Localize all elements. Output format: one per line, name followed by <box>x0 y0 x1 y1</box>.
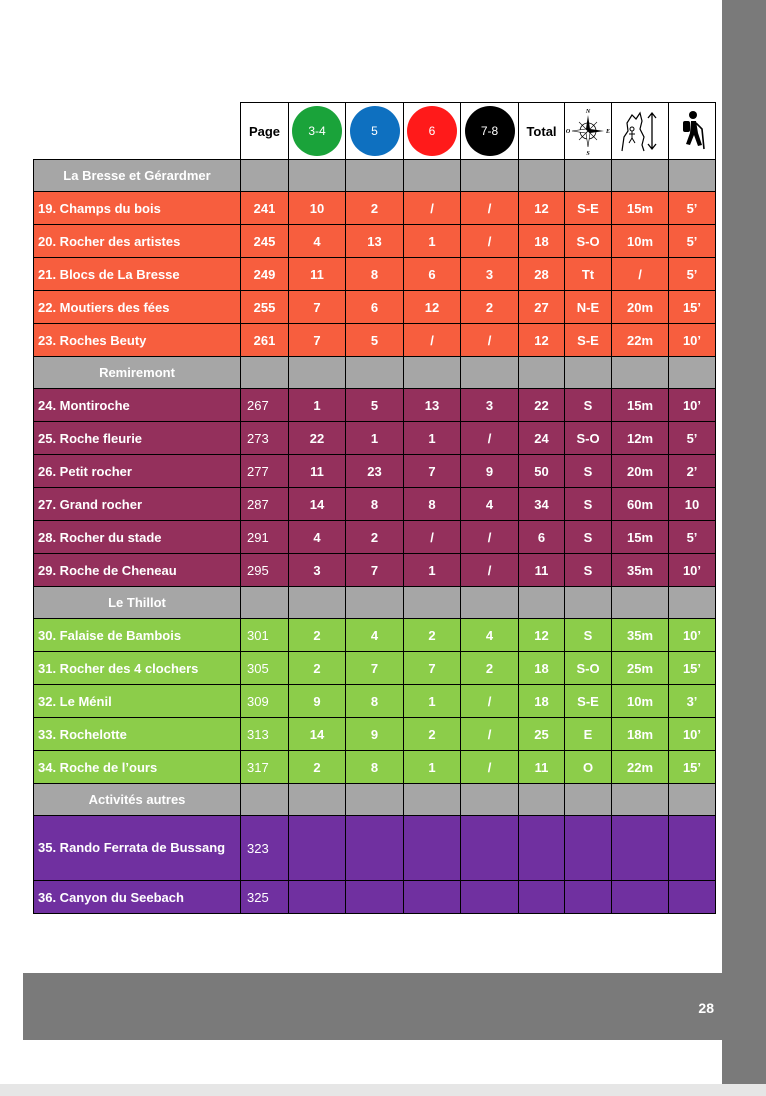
section-empty-cell <box>241 160 289 192</box>
total-count: 22 <box>519 389 565 422</box>
section-empty-cell <box>519 160 565 192</box>
approach-time: 3’ <box>669 685 716 718</box>
section-empty-cell <box>346 160 404 192</box>
grade-7-8-count: / <box>461 324 519 357</box>
grade-3-4-count: 22 <box>289 422 346 455</box>
grade-6-count: 7 <box>404 455 461 488</box>
grade-5-count: 8 <box>346 751 404 784</box>
grade-disc-5: 5 <box>350 106 400 156</box>
approach-time: 10’ <box>669 554 716 587</box>
page: 301 <box>241 619 289 652</box>
grade-7-8-count: 3 <box>461 389 519 422</box>
orientation: S <box>565 521 612 554</box>
height: 18m <box>612 718 669 751</box>
header-grade-6 <box>404 103 461 160</box>
grade-7-8-count: 9 <box>461 455 519 488</box>
site-name: 35. Rando Ferrata de Bussang <box>34 816 241 881</box>
grade-3-4-count: 7 <box>289 324 346 357</box>
page: 295 <box>241 554 289 587</box>
table-row <box>34 225 716 258</box>
approach-time: 15’ <box>669 291 716 324</box>
height: 35m <box>612 619 669 652</box>
cliff-height-icon <box>618 107 662 155</box>
height: 35m <box>612 554 669 587</box>
grade-6-count: 2 <box>404 718 461 751</box>
grade-5-count: 8 <box>346 488 404 521</box>
grade-6-count: / <box>404 324 461 357</box>
page: 305 <box>241 652 289 685</box>
approach-time: 10’ <box>669 718 716 751</box>
section-empty-cell <box>346 357 404 389</box>
grade-7-8-count: 4 <box>461 619 519 652</box>
table-row <box>34 291 716 324</box>
grade-3-4-count: 14 <box>289 718 346 751</box>
grade-7-8-count: / <box>461 225 519 258</box>
grade-3-4-count: 1 <box>289 389 346 422</box>
total-count: 18 <box>519 685 565 718</box>
grade-6-count <box>404 816 461 881</box>
grade-3-4-count <box>289 816 346 881</box>
page: 317 <box>241 751 289 784</box>
approach-time: 2’ <box>669 455 716 488</box>
height: 15m <box>612 192 669 225</box>
right-margin-bar <box>722 0 766 1084</box>
grade-7-8-count: / <box>461 554 519 587</box>
site-name: 23. Roches Beuty <box>34 324 241 357</box>
grade-3-4-count: 4 <box>289 521 346 554</box>
grade-5-count: 2 <box>346 521 404 554</box>
section-empty-cell <box>565 784 612 816</box>
grade-5-count: 13 <box>346 225 404 258</box>
page-number: 28 <box>698 1000 714 1016</box>
total-count: 24 <box>519 422 565 455</box>
total-count: 12 <box>519 324 565 357</box>
height: 15m <box>612 521 669 554</box>
site-name: 29. Roche de Cheneau <box>34 554 241 587</box>
table-row <box>34 324 716 357</box>
section-empty-cell <box>404 160 461 192</box>
header-grade-5 <box>346 103 404 160</box>
site-name: 36. Canyon du Seebach <box>34 881 241 914</box>
section-empty-cell <box>669 587 716 619</box>
site-name: 30. Falaise de Bambois <box>34 619 241 652</box>
section-empty-cell <box>565 587 612 619</box>
orientation: S-O <box>565 422 612 455</box>
table-row <box>34 816 716 881</box>
total-count: 6 <box>519 521 565 554</box>
bottom-strip <box>0 1084 766 1096</box>
grade-5-count: 9 <box>346 718 404 751</box>
approach-time: 5’ <box>669 422 716 455</box>
section-title: Activités autres <box>34 784 241 816</box>
grade-5-count <box>346 816 404 881</box>
height <box>612 881 669 914</box>
section-empty-cell <box>461 160 519 192</box>
grade-5-count <box>346 881 404 914</box>
height: 22m <box>612 324 669 357</box>
page: 241 <box>241 192 289 225</box>
grade-5-count: 4 <box>346 619 404 652</box>
total-count: 34 <box>519 488 565 521</box>
page: 325 <box>241 881 289 914</box>
section-empty-cell <box>519 587 565 619</box>
orientation: O <box>565 751 612 784</box>
grade-7-8-count: / <box>461 422 519 455</box>
header-approach <box>669 103 716 160</box>
section-header-row <box>34 160 716 192</box>
orientation: S <box>565 619 612 652</box>
section-empty-cell <box>461 784 519 816</box>
approach-time <box>669 816 716 881</box>
sites-table <box>33 102 716 914</box>
grade-5-count: 23 <box>346 455 404 488</box>
height: 10m <box>612 225 669 258</box>
header-grade-7-8 <box>461 103 519 160</box>
page: 245 <box>241 225 289 258</box>
approach-time: 5’ <box>669 192 716 225</box>
orientation: S-E <box>565 192 612 225</box>
orientation: S-E <box>565 685 612 718</box>
page: 261 <box>241 324 289 357</box>
grade-disc-6: 6 <box>407 106 457 156</box>
grade-3-4-count: 9 <box>289 685 346 718</box>
section-empty-cell <box>519 784 565 816</box>
orientation: N-E <box>565 291 612 324</box>
page: 277 <box>241 455 289 488</box>
compass-east-letter: E <box>605 129 610 135</box>
compass-icon <box>566 106 610 156</box>
table-row <box>34 881 716 914</box>
header-grade-3-4 <box>289 103 346 160</box>
approach-time: 15’ <box>669 751 716 784</box>
compass-north-letter: N <box>585 109 591 115</box>
section-empty-cell <box>404 357 461 389</box>
orientation <box>565 816 612 881</box>
section-empty-cell <box>612 784 669 816</box>
grade-3-4-count: 11 <box>289 455 346 488</box>
grade-3-4-count: 3 <box>289 554 346 587</box>
total-count: 12 <box>519 192 565 225</box>
grade-3-4-count: 2 <box>289 619 346 652</box>
site-name: 28. Rocher du stade <box>34 521 241 554</box>
height: 10m <box>612 685 669 718</box>
site-name: 22. Moutiers des fées <box>34 291 241 324</box>
grade-3-4-count: 2 <box>289 652 346 685</box>
height <box>612 816 669 881</box>
page: 255 <box>241 291 289 324</box>
site-name: 27. Grand rocher <box>34 488 241 521</box>
table-row <box>34 455 716 488</box>
header-row <box>34 103 716 160</box>
header-total: Total <box>519 103 565 160</box>
height: 15m <box>612 389 669 422</box>
orientation: S-O <box>565 225 612 258</box>
section-empty-cell <box>241 587 289 619</box>
section-title: Remiremont <box>34 357 241 389</box>
header-blank <box>34 103 241 160</box>
grade-6-count: 6 <box>404 258 461 291</box>
grade-7-8-count: / <box>461 192 519 225</box>
site-name: 34. Roche de l’ours <box>34 751 241 784</box>
height: / <box>612 258 669 291</box>
approach-time <box>669 881 716 914</box>
grade-7-8-count: 3 <box>461 258 519 291</box>
hiker-icon <box>672 107 712 155</box>
section-empty-cell <box>565 357 612 389</box>
compass-south-letter: S <box>586 151 590 156</box>
total-count <box>519 881 565 914</box>
grade-disc-3-4: 3-4 <box>292 106 342 156</box>
total-count: 12 <box>519 619 565 652</box>
grade-disc-7-8: 7-8 <box>465 106 515 156</box>
grade-3-4-count <box>289 881 346 914</box>
section-header-row <box>34 784 716 816</box>
height: 25m <box>612 652 669 685</box>
grade-7-8-count: / <box>461 718 519 751</box>
page: 323 <box>241 816 289 881</box>
table-row <box>34 488 716 521</box>
grade-5-count: 6 <box>346 291 404 324</box>
approach-time: 5’ <box>669 521 716 554</box>
grade-3-4-count: 11 <box>289 258 346 291</box>
site-name: 25. Roche fleurie <box>34 422 241 455</box>
section-empty-cell <box>404 784 461 816</box>
grade-6-count: 1 <box>404 554 461 587</box>
header-height <box>612 103 669 160</box>
approach-time: 5’ <box>669 225 716 258</box>
grade-6-count <box>404 881 461 914</box>
grade-6-count: 1 <box>404 685 461 718</box>
table-row <box>34 619 716 652</box>
orientation: S <box>565 488 612 521</box>
table-row <box>34 554 716 587</box>
section-empty-cell <box>669 357 716 389</box>
total-count: 50 <box>519 455 565 488</box>
table-row <box>34 718 716 751</box>
section-empty-cell <box>289 357 346 389</box>
approach-time: 10’ <box>669 389 716 422</box>
total-count: 18 <box>519 225 565 258</box>
grade-7-8-count: 2 <box>461 291 519 324</box>
section-header-row <box>34 587 716 619</box>
section-empty-cell <box>669 784 716 816</box>
section-empty-cell <box>461 357 519 389</box>
grade-7-8-count: / <box>461 751 519 784</box>
grade-7-8-count: 4 <box>461 488 519 521</box>
section-empty-cell <box>519 357 565 389</box>
height: 20m <box>612 455 669 488</box>
section-empty-cell <box>289 160 346 192</box>
grade-6-count: 1 <box>404 225 461 258</box>
table-row <box>34 258 716 291</box>
table-row <box>34 192 716 225</box>
grade-3-4-count: 7 <box>289 291 346 324</box>
grade-6-count: / <box>404 521 461 554</box>
grade-3-4-count: 4 <box>289 225 346 258</box>
site-name: 21. Blocs de La Bresse <box>34 258 241 291</box>
total-count: 27 <box>519 291 565 324</box>
total-count: 25 <box>519 718 565 751</box>
orientation: S-O <box>565 652 612 685</box>
grade-6-count: 7 <box>404 652 461 685</box>
grade-5-count: 7 <box>346 554 404 587</box>
orientation: S <box>565 554 612 587</box>
table-row <box>34 521 716 554</box>
section-empty-cell <box>612 357 669 389</box>
orientation: S <box>565 389 612 422</box>
site-name: 24. Montiroche <box>34 389 241 422</box>
header-orientation <box>565 103 612 160</box>
page: 287 <box>241 488 289 521</box>
grade-7-8-count: / <box>461 685 519 718</box>
grade-7-8-count <box>461 816 519 881</box>
section-empty-cell <box>289 784 346 816</box>
grade-5-count: 1 <box>346 422 404 455</box>
section-empty-cell <box>669 160 716 192</box>
grade-6-count: 1 <box>404 751 461 784</box>
total-count: 11 <box>519 751 565 784</box>
section-header-row <box>34 357 716 389</box>
grade-5-count: 7 <box>346 652 404 685</box>
section-empty-cell <box>565 160 612 192</box>
orientation: Tt <box>565 258 612 291</box>
orientation: E <box>565 718 612 751</box>
height: 12m <box>612 422 669 455</box>
height: 60m <box>612 488 669 521</box>
grade-7-8-count: / <box>461 521 519 554</box>
total-count <box>519 816 565 881</box>
grade-3-4-count: 2 <box>289 751 346 784</box>
grade-6-count: / <box>404 192 461 225</box>
approach-time: 5’ <box>669 258 716 291</box>
section-empty-cell <box>346 784 404 816</box>
approach-time: 10’ <box>669 619 716 652</box>
site-name: 20. Rocher des artistes <box>34 225 241 258</box>
site-name: 19. Champs du bois <box>34 192 241 225</box>
section-empty-cell <box>346 587 404 619</box>
page: 291 <box>241 521 289 554</box>
footer-band <box>23 973 722 1040</box>
height: 22m <box>612 751 669 784</box>
grade-6-count: 2 <box>404 619 461 652</box>
total-count: 28 <box>519 258 565 291</box>
site-name: 33. Rochelotte <box>34 718 241 751</box>
table-row <box>34 685 716 718</box>
table-row <box>34 751 716 784</box>
page: 313 <box>241 718 289 751</box>
header-page: Page <box>241 103 289 160</box>
section-empty-cell <box>612 160 669 192</box>
site-name: 26. Petit rocher <box>34 455 241 488</box>
grade-3-4-count: 10 <box>289 192 346 225</box>
grade-7-8-count <box>461 881 519 914</box>
total-count: 11 <box>519 554 565 587</box>
height: 20m <box>612 291 669 324</box>
approach-time: 10’ <box>669 324 716 357</box>
section-empty-cell <box>404 587 461 619</box>
section-empty-cell <box>289 587 346 619</box>
page: 273 <box>241 422 289 455</box>
section-title: La Bresse et Gérardmer <box>34 160 241 192</box>
page: 309 <box>241 685 289 718</box>
grade-6-count: 13 <box>404 389 461 422</box>
grade-7-8-count: 2 <box>461 652 519 685</box>
grade-5-count: 8 <box>346 258 404 291</box>
table-row <box>34 422 716 455</box>
grade-5-count: 5 <box>346 389 404 422</box>
total-count: 18 <box>519 652 565 685</box>
table-row <box>34 389 716 422</box>
grade-5-count: 8 <box>346 685 404 718</box>
table-row <box>34 652 716 685</box>
approach-time: 15’ <box>669 652 716 685</box>
section-empty-cell <box>241 784 289 816</box>
grade-5-count: 5 <box>346 324 404 357</box>
grade-6-count: 1 <box>404 422 461 455</box>
grade-3-4-count: 14 <box>289 488 346 521</box>
approach-time: 10 <box>669 488 716 521</box>
page: 249 <box>241 258 289 291</box>
grade-5-count: 2 <box>346 192 404 225</box>
grade-6-count: 8 <box>404 488 461 521</box>
orientation <box>565 881 612 914</box>
section-empty-cell <box>612 587 669 619</box>
grade-6-count: 12 <box>404 291 461 324</box>
site-name: 31. Rocher des 4 clochers <box>34 652 241 685</box>
page: 267 <box>241 389 289 422</box>
section-empty-cell <box>461 587 519 619</box>
orientation: S <box>565 455 612 488</box>
site-name: 32. Le Ménil <box>34 685 241 718</box>
compass-west-letter: O <box>566 129 571 135</box>
section-title: Le Thillot <box>34 587 241 619</box>
section-empty-cell <box>241 357 289 389</box>
orientation: S-E <box>565 324 612 357</box>
